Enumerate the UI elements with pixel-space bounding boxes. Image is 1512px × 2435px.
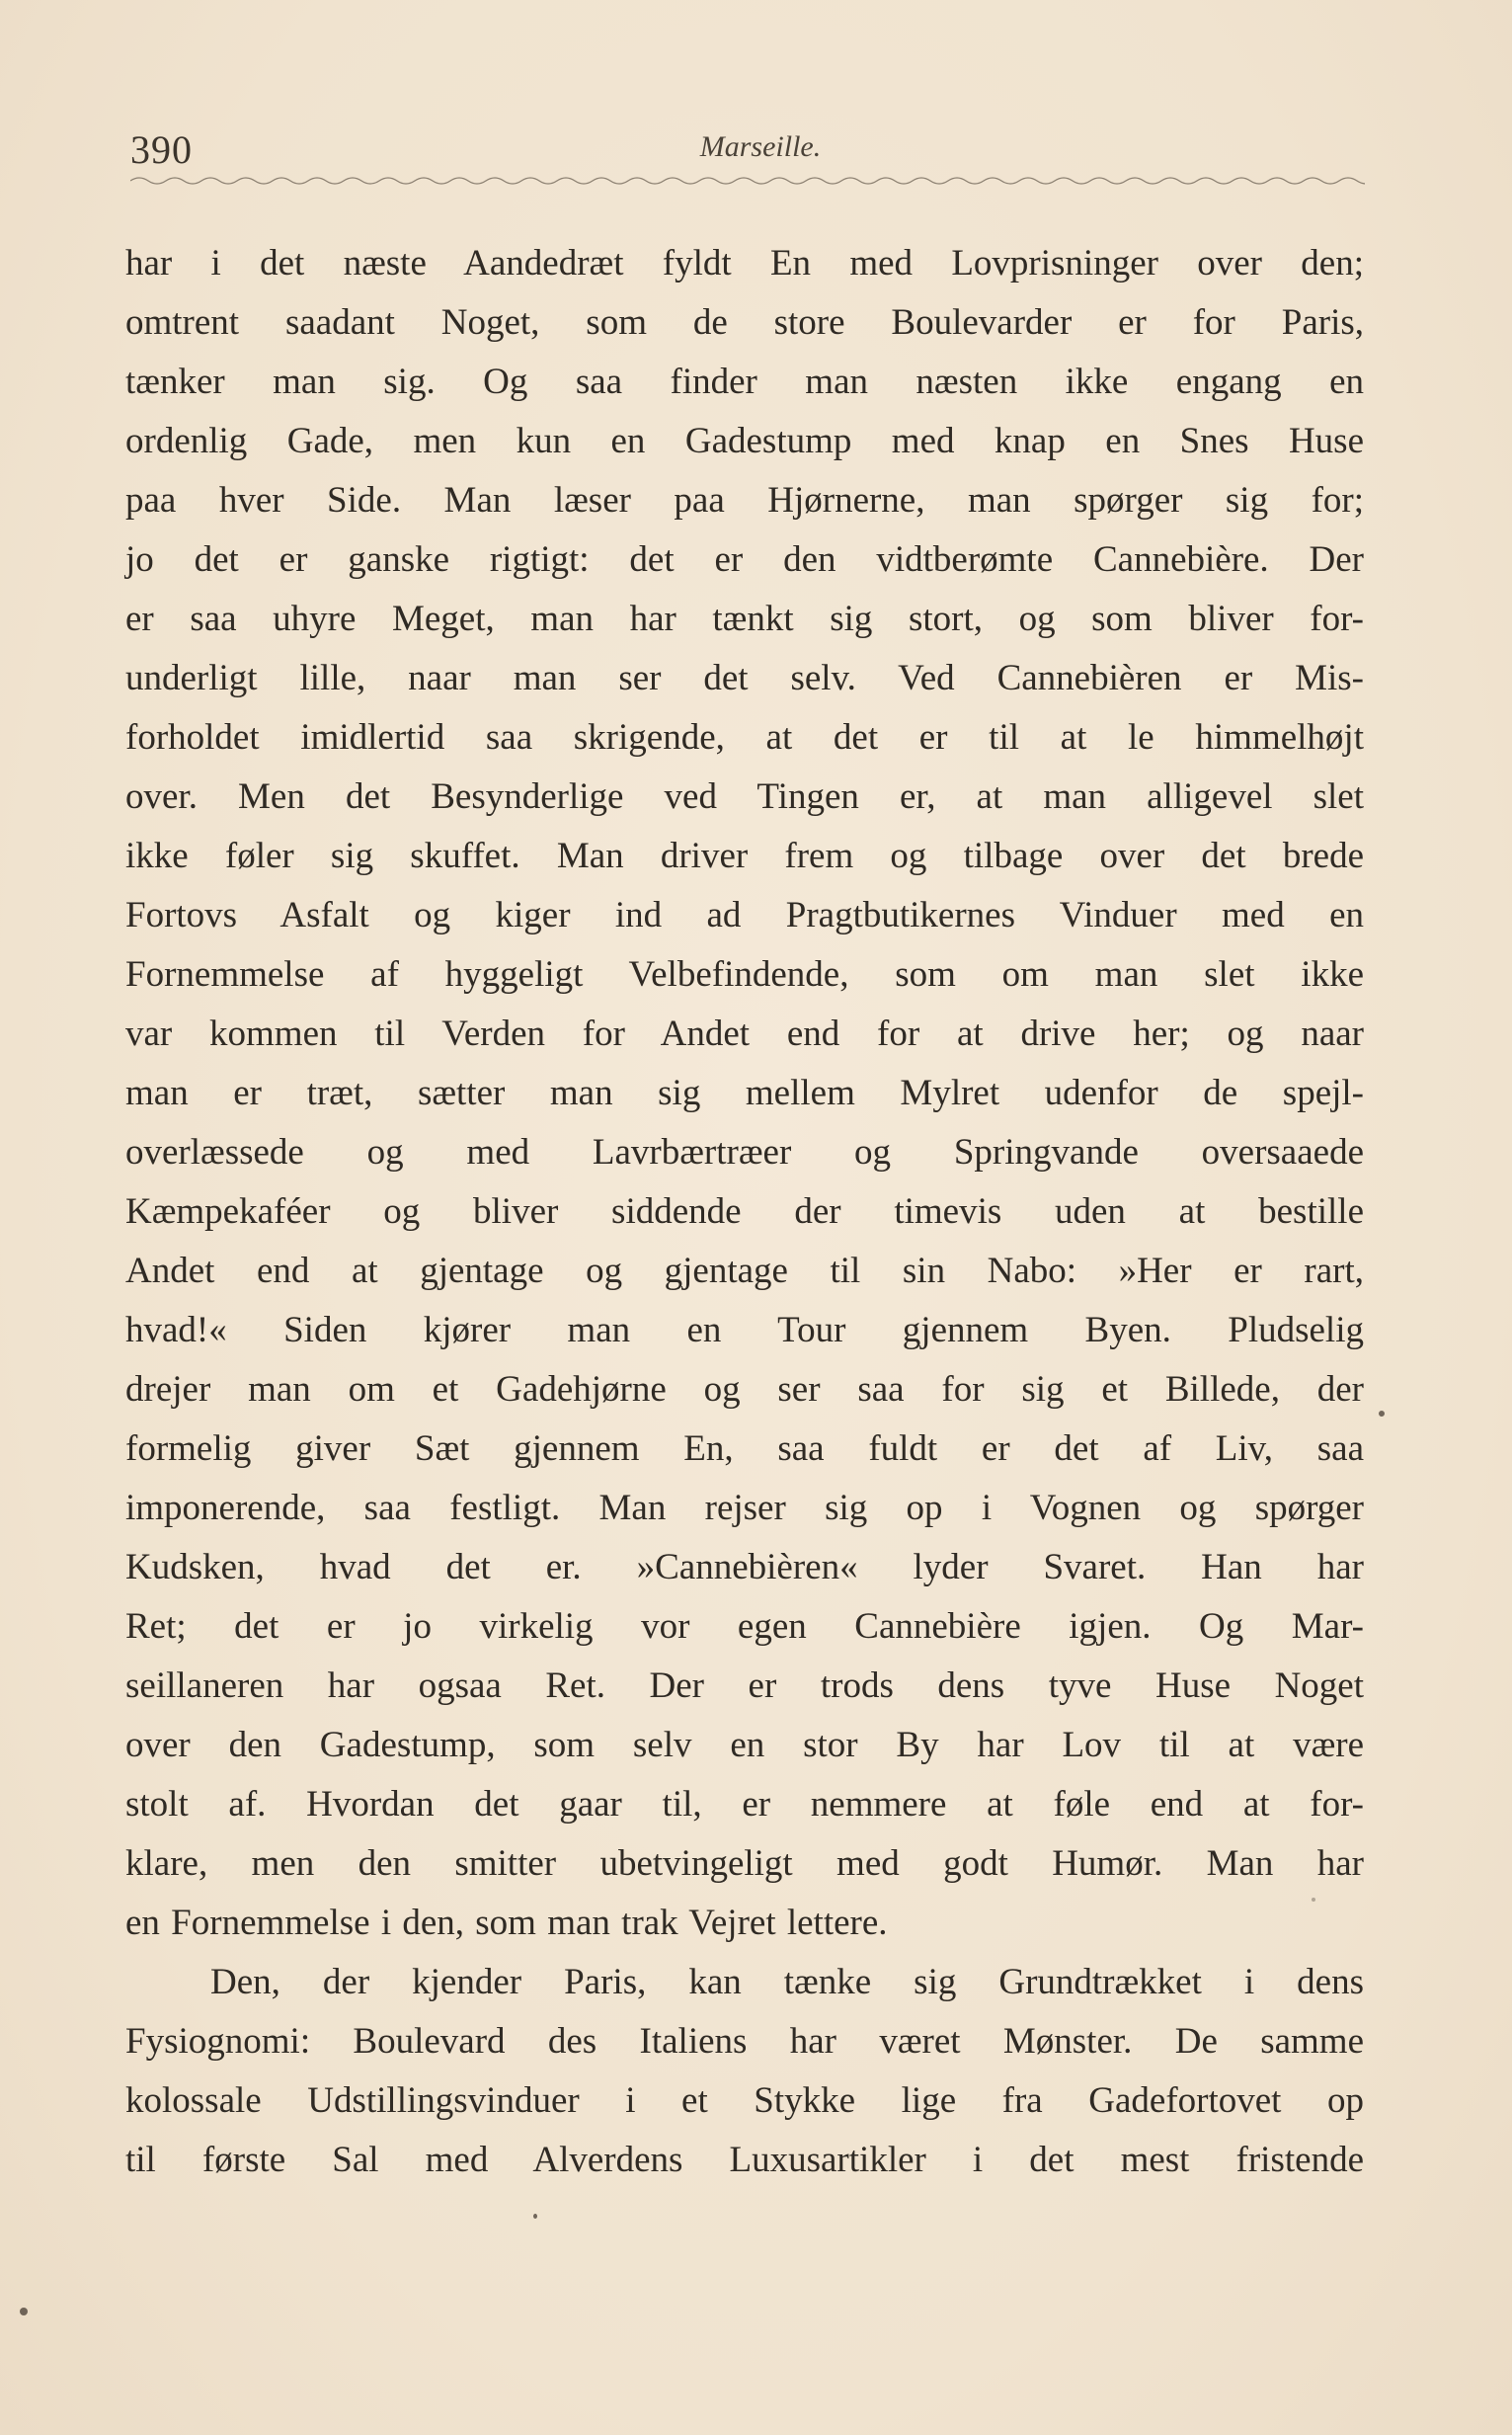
text-line: imponerende, saa festligt. Man rejser sig op i Vognen og spørger: [125, 1488, 1364, 1528]
text-line: underligt lille, naar man ser det selv. Ved Cannebièren er Mis-: [125, 658, 1364, 698]
text-line: over den Gadestump, som selv en stor By har Lov til at være: [125, 1725, 1364, 1765]
text-line: var kommen til Verden for Andet end for at drive her; og naar: [125, 1014, 1364, 1054]
ink-speck: [533, 2214, 537, 2219]
ink-speck: [1312, 1898, 1315, 1902]
text-line: ikke føler sig skuffet. Man driver frem og tilbage over det brede: [125, 836, 1364, 876]
body-text: [125, 234, 1364, 2190]
text-line: seillaneren har ogsaa Ret. Der er trods dens tyve Huse Noget: [125, 1665, 1364, 1706]
text-line: kolossale Udstillingsvinduer i et Stykke lige fra Gadefortovet op: [125, 2080, 1364, 2121]
decorative-wavy-rule: [130, 174, 1365, 188]
running-head: Marseille.: [699, 130, 822, 163]
ink-speck: [20, 2308, 28, 2315]
text-line: hvad!« Siden kjører man en Tour gjennem Byen. Pludselig: [125, 1310, 1364, 1350]
text-line: tænker man sig. Og saa finder man næsten ikke engang en: [125, 362, 1364, 402]
text-line-paragraph-start: Den, der kjender Paris, kan tænke sig Grundtrækket i dens: [210, 1962, 1364, 2002]
text-line: Kæmpekaféer og bliver siddende der timevis uden at bestille: [125, 1191, 1364, 1232]
text-line: formelig giver Sæt gjennem En, saa fuldt er det af Liv, saa: [125, 1428, 1364, 1469]
text-line: omtrent saadant Noget, som de store Boulevarder er for Paris,: [125, 302, 1364, 343]
text-line: Ret; det er jo virkelig vor egen Cannebière igjen. Og Mar-: [125, 1606, 1364, 1647]
text-line: har i det næste Aandedræt fyldt En med Lovprisninger over den;: [125, 243, 1364, 284]
text-line: Kudsken, hvad det er. »Cannebièren« lyder Svaret. Han har: [125, 1547, 1364, 1587]
text-line: Fornemmelse af hyggeligt Velbefindende, som om man slet ikke: [125, 954, 1364, 995]
ink-speck: [1379, 1411, 1385, 1417]
text-line: forholdet imidlertid saa skrigende, at det er til at le himmelhøjt: [125, 717, 1364, 758]
text-line: klare, men den smitter ubetvingeligt med godt Humør. Man har: [125, 1843, 1364, 1884]
text-line: stolt af. Hvordan det gaar til, er nemmere at føle end at for-: [125, 1784, 1364, 1825]
text-line: man er træt, sætter man sig mellem Mylret udenfor de spejl-: [125, 1073, 1364, 1113]
text-line: Fortovs Asfalt og kiger ind ad Pragtbutikernes Vinduer med en: [125, 895, 1364, 935]
text-line: overlæssede og med Lavrbærtræer og Springvande oversaaede: [125, 1132, 1364, 1173]
text-line: Andet end at gjentage og gjentage til sin Nabo: »Her er rart,: [125, 1251, 1364, 1291]
text-line: over. Men det Besynderlige ved Tingen er, at man alligevel slet: [125, 776, 1364, 817]
text-line: ordenlig Gade, men kun en Gadestump med knap en Snes Huse: [125, 421, 1364, 461]
text-line-paragraph-end: en Fornemmelse i den, som man trak Vejret lettere.: [125, 1903, 888, 1943]
text-line: jo det er ganske rigtigt: det er den vidtberømte Cannebière. Der: [125, 539, 1364, 580]
page-number: 390: [130, 127, 193, 172]
text-line: Fysiognomi: Boulevard des Italiens har været Mønster. De samme: [125, 2021, 1364, 2062]
text-line: paa hver Side. Man læser paa Hjørnerne, man spørger sig for;: [125, 480, 1364, 521]
text-line: er saa uhyre Meget, man har tænkt sig stort, og som bliver for-: [125, 599, 1364, 639]
text-line: til første Sal med Alverdens Luxusartikler i det mest fristende: [125, 2140, 1364, 2180]
text-line: drejer man om et Gadehjørne og ser saa for sig et Billede, der: [125, 1369, 1364, 1410]
